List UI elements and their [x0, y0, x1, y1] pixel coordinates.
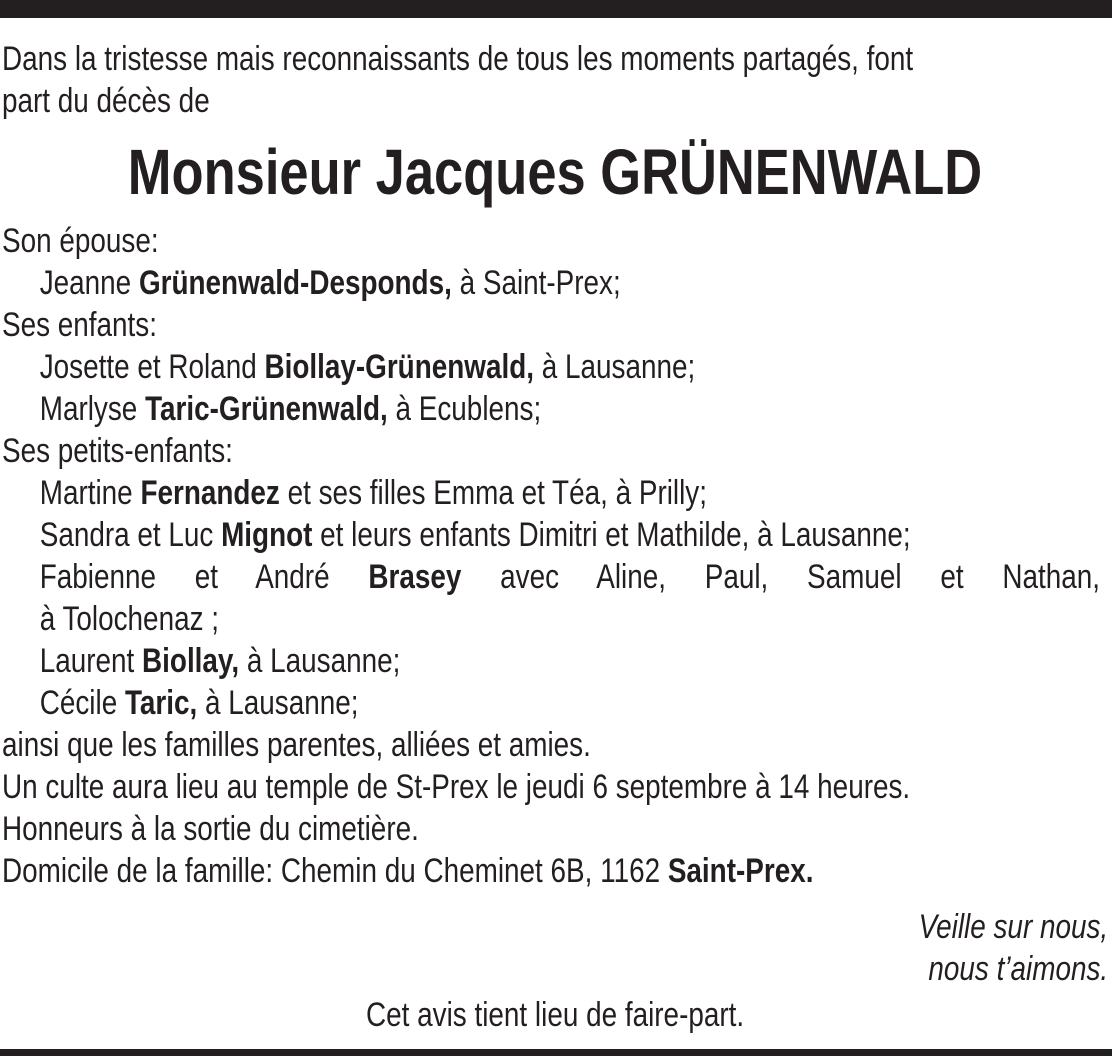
families-line: ainsi que les familles parentes, alliées et amies. — [2, 726, 591, 764]
grandchild-surname: Biollay, — [142, 642, 240, 680]
intro-line-2: part du décès de — [2, 82, 210, 120]
grandchild-surname: Brasey — [368, 558, 462, 596]
domicile-address: Domicile de la famille: Chemin du Cheminet 6B, 1162 — [2, 852, 668, 890]
children-heading: Ses enfants: — [2, 306, 157, 344]
grandchild-place: à Lausanne; — [197, 684, 359, 722]
grandchild-surname: Mignot — [221, 516, 313, 554]
death-notice — [2, 38, 1108, 1036]
grandchild-surname: Fernandez — [140, 474, 280, 512]
grandchild-entry — [2, 556, 1100, 598]
grandchild-first: Laurent — [39, 642, 143, 680]
grandchild-first: Martine — [39, 474, 141, 512]
honours-line: Honneurs à la sortie du cimetière. — [2, 810, 419, 848]
grandchild-entry — [2, 472, 909, 514]
grandchild-first: Cécile — [39, 684, 125, 722]
spouse-heading: Son épouse: — [2, 222, 159, 260]
grandchild-first: Sandra et Luc — [39, 516, 222, 554]
grandchild-place: et ses filles Emma et Téa, à Prilly; — [279, 474, 707, 512]
signature-line-2: nous t’aimons. — [928, 950, 1109, 988]
child-place: à Lausanne; — [534, 348, 696, 386]
child-entry — [2, 346, 909, 388]
child-first: Josette et Roland — [39, 348, 265, 386]
domicile-town: Saint-Prex. — [667, 852, 814, 890]
grandchild-place: à Lausanne; — [239, 642, 401, 680]
grandchild-first: Fabienne et André — [39, 558, 369, 596]
spouse-place: à Saint-Prex; — [451, 264, 621, 302]
spouse-entry — [2, 262, 909, 304]
service-line: Un culte aura lieu au temple de St-Prex le jeudi 6 septembre à 14 heures. — [2, 768, 911, 806]
intro-line-1: Dans la tristesse mais reconnaissants de tous les moments partagés, font — [2, 40, 914, 78]
domicile-line — [2, 850, 909, 892]
spouse-first: Jeanne — [39, 264, 139, 302]
child-first: Marlyse — [39, 390, 146, 428]
child-surname: Taric-Grünenwald, — [145, 390, 388, 428]
grandchild-entry-continuation: à Tolochenaz ; — [39, 600, 220, 638]
grandchild-entry — [2, 640, 909, 682]
footer-note: Cet avis tient lieu de faire-part. — [366, 996, 745, 1034]
grandchild-place: et leurs enfants Dimitri et Mathilde, à Lausanne; — [312, 516, 911, 554]
grandchild-entry — [2, 514, 909, 556]
top-rule — [0, 0, 1112, 18]
grandchild-place: avec Aline, Paul, Samuel et Nathan, — [461, 558, 1100, 596]
grandchild-entry — [2, 682, 909, 724]
child-place: à Ecublens; — [387, 390, 542, 428]
deceased-name: Monsieur Jacques GRÜNENWALD — [127, 136, 983, 208]
bottom-rule — [0, 1049, 1112, 1056]
child-surname: Biollay-Grünenwald, — [264, 348, 535, 386]
child-entry — [2, 388, 909, 430]
signature-line-1: Veille sur nous, — [918, 908, 1109, 946]
grandchildren-heading: Ses petits-enfants: — [2, 432, 233, 470]
spouse-surname: Grünenwald-Desponds, — [138, 264, 452, 302]
grandchild-surname: Taric, — [124, 684, 198, 722]
